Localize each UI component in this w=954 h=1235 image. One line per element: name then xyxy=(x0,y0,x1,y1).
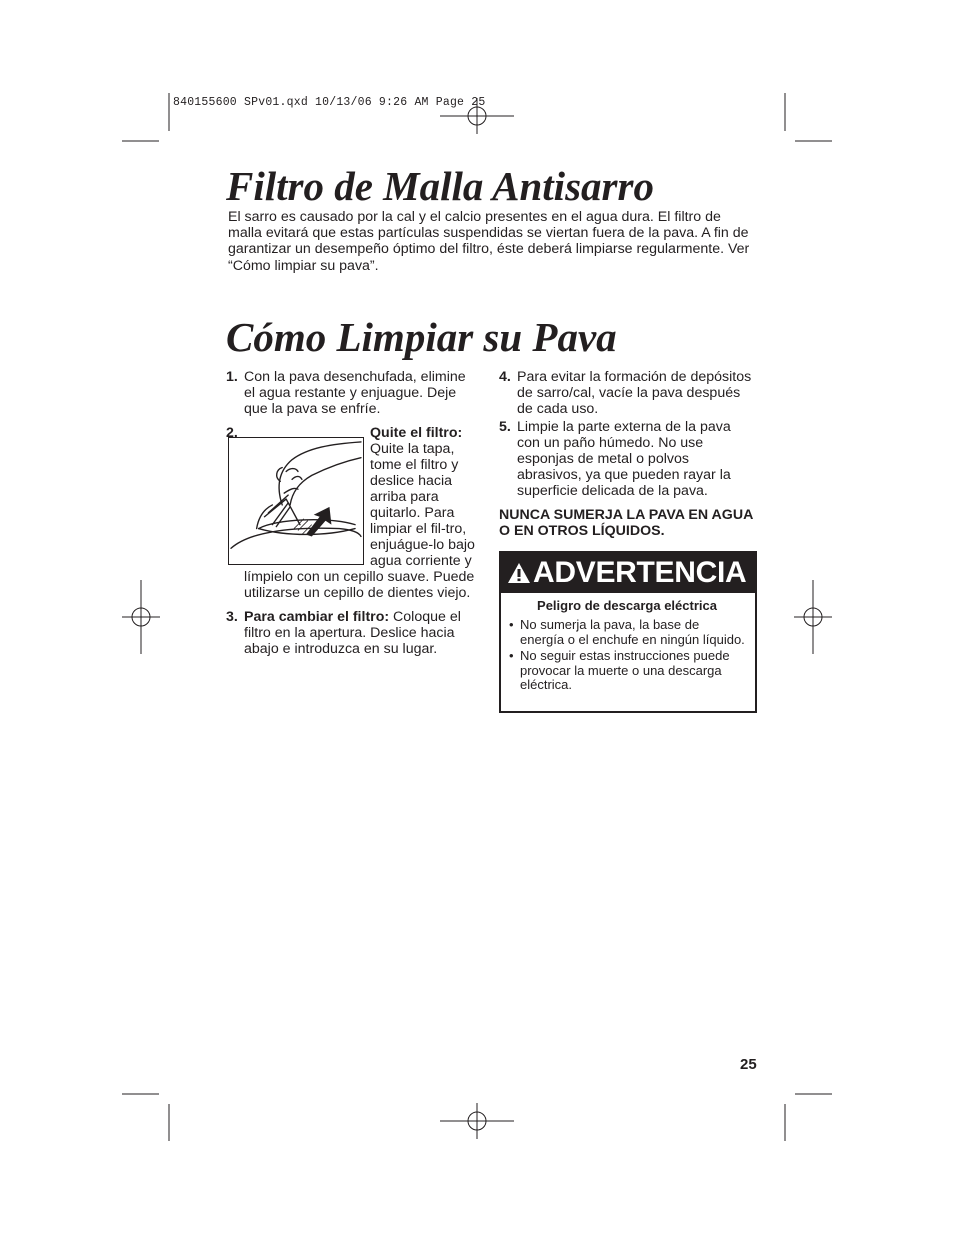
print-slug: 840155600 SPv01.qxd 10/13/06 9:26 AM Page 25 xyxy=(173,96,486,109)
section-title-limpiar: Cómo Limpiar su Pava xyxy=(226,314,617,360)
step-text: Coloque el filtro en la apertura. Deslice hacia abajo e introduzca en su lugar. xyxy=(244,609,461,657)
step-number: 3. xyxy=(226,609,238,625)
warning-header xyxy=(501,553,755,593)
step-1 xyxy=(226,369,478,417)
step-text: Para evitar la formación de depósitos de sarro/cal, vacíe la pava después de cada uso. xyxy=(517,369,752,417)
page-number: 25 xyxy=(740,1056,757,1073)
warning-box xyxy=(499,551,757,713)
step-4 xyxy=(499,369,757,417)
submerge-caution: NUNCA SUMERJA LA PAVA EN AGUA O EN OTROS LÍQUIDOS. xyxy=(499,507,753,539)
warning-triangle-icon xyxy=(507,562,531,584)
step-label: Quite el filtro: xyxy=(370,425,463,441)
step-5 xyxy=(499,419,757,499)
step-number: 5. xyxy=(499,419,511,435)
steps-left-column xyxy=(226,369,478,665)
warning-heading: ADVERTENCIA xyxy=(533,556,747,589)
registration-mark-right xyxy=(794,580,832,654)
section-title-filtro: Filtro de Malla Antisarro xyxy=(226,163,654,209)
registration-mark-bottom xyxy=(440,1103,514,1139)
intro-paragraph: El sarro es causado por la cal y el calcio presentes en el agua dura. El filtro de malla evitará que estas partículas suspendidas se viertan fuera de la pava. A fin de garantizar un desempeño óptimo del filtro, éste deberá limpiarse regularmente. Ver “Cómo limpiar su pava”. xyxy=(228,209,750,274)
step-number: 1. xyxy=(226,369,238,385)
filter-removal-illustration xyxy=(228,437,364,565)
warning-item: • No seguir estas instrucciones puede provocar la muerte o una descarga eléctrica. xyxy=(509,649,745,692)
step-text: Limpie la parte externa de la pava con un paño húmedo. No use esponjas de metal o polvos abrasivos, ya que pueden rayar la superficie delicada de la pava. xyxy=(517,419,731,499)
warning-body xyxy=(501,593,755,692)
warning-subheading: Peligro de descarga eléctrica xyxy=(537,598,717,613)
step-number: 4. xyxy=(499,369,511,385)
step-number: 2. xyxy=(226,425,238,441)
warning-item: • No sumerja la pava, la base de energía o el enchufe en ningún líquido. xyxy=(509,618,745,647)
step-3 xyxy=(226,609,478,657)
step-text: Con la pava desenchufada, elimine el agua restante y enjuague. Deje que la pava se enfríe. xyxy=(244,369,466,417)
steps-right-column xyxy=(499,369,757,539)
step-text: Quite la tapa, tome el filtro y deslice hacia arriba para quitarlo. Para limpiar el fil-tro, enjuágue-lo bajo agua corriente y límpielo con un cepillo suave. Puede utilizarse un cepillo de dientes viejo. xyxy=(244,441,475,601)
warning-list xyxy=(509,618,745,692)
step-label: Para cambiar el filtro: xyxy=(244,609,390,625)
step-2 xyxy=(226,425,478,601)
registration-mark-left xyxy=(122,580,160,654)
